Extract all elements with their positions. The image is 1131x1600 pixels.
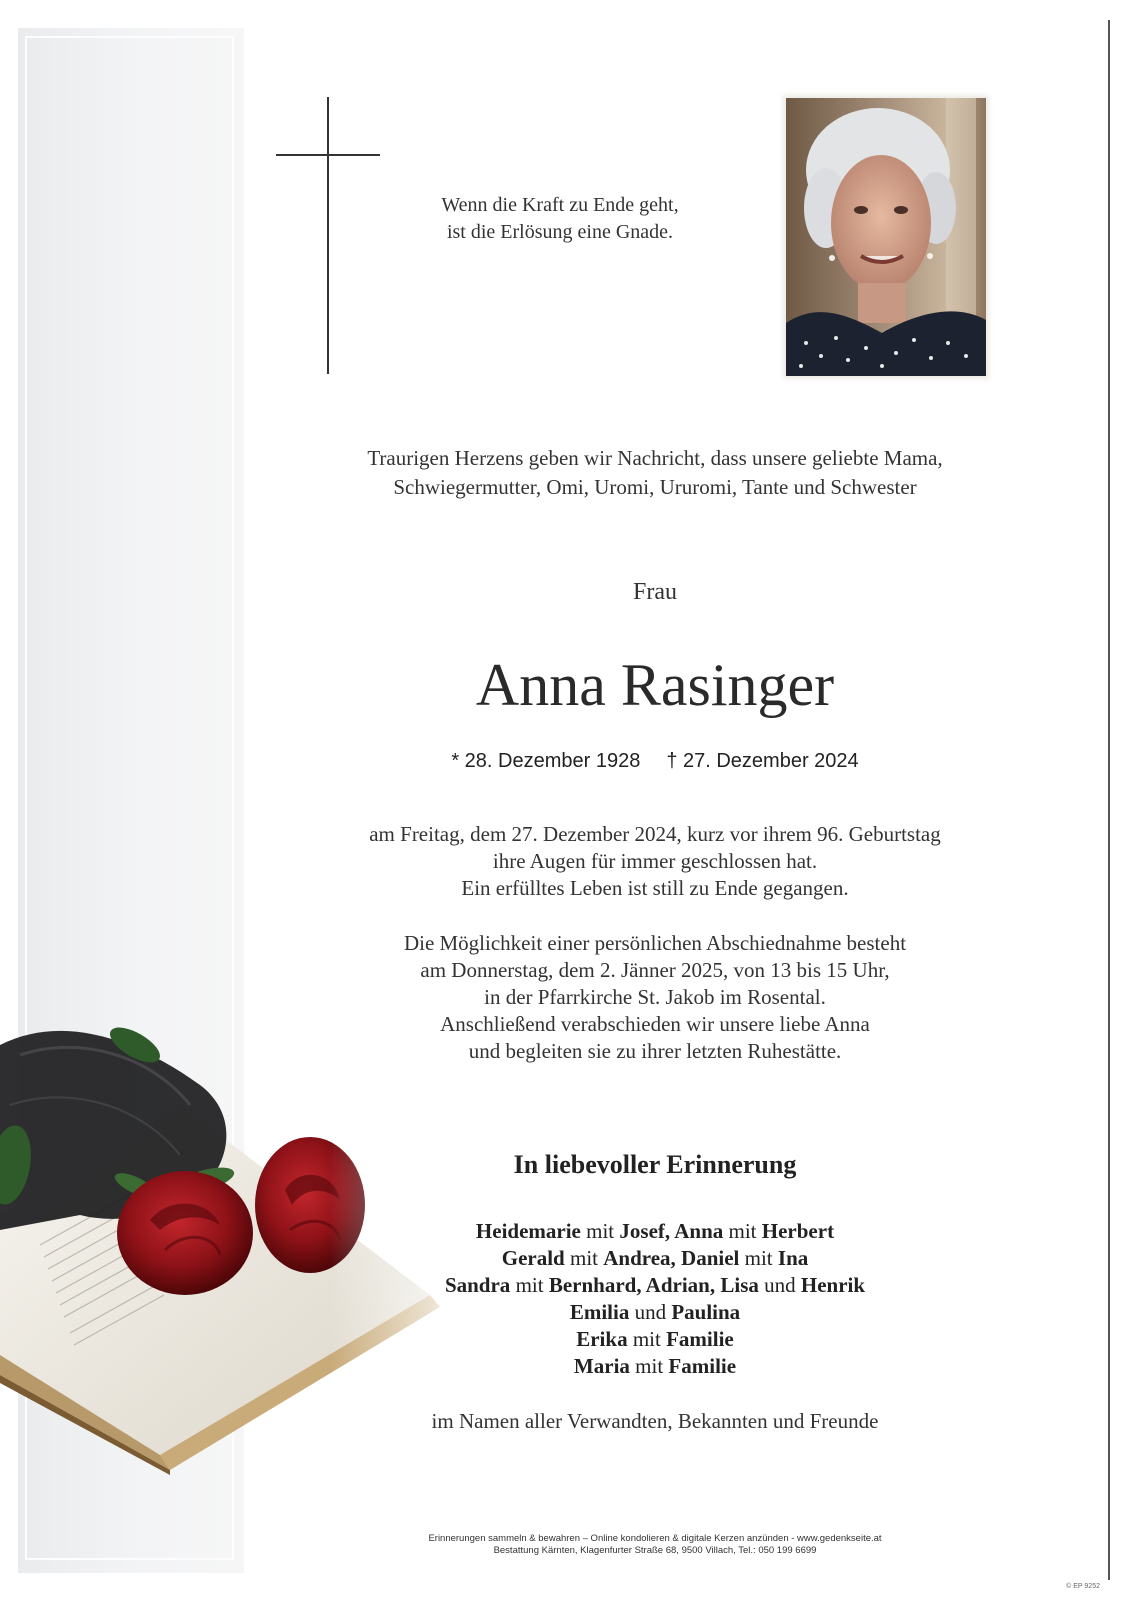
mourner-joiner: mit xyxy=(629,1354,669,1378)
mourner-name: Erika xyxy=(576,1327,628,1351)
life-dates xyxy=(400,750,910,773)
birth-date: * 28. Dezember 1928 xyxy=(451,750,641,772)
mourner-name: Gerald xyxy=(501,1246,565,1270)
mourner-name: Sandra xyxy=(444,1273,511,1297)
mourner-joiner: mit xyxy=(564,1246,604,1270)
death-notice-paragraph xyxy=(290,821,1020,902)
memorial-heading: In liebevoller Erinnerung xyxy=(513,1150,797,1179)
mourner-joiner: mit xyxy=(580,1219,620,1243)
portrait-photo xyxy=(786,98,986,376)
mourner-name: Herbert xyxy=(761,1219,835,1243)
paragraph2-line: Anschließend verabschieden wir unsere liebe Anna xyxy=(440,1012,870,1036)
mourner-line xyxy=(340,1245,970,1272)
mourner-name: Andrea, Daniel xyxy=(603,1246,740,1270)
footer-line-1: Erinnerungen sammeln & bewahren – Online kondolieren & digitale Kerzen anzünden - www.gedenkseite.at xyxy=(428,1533,882,1544)
cross-vertical-bar xyxy=(327,97,329,374)
deceased-name: Anna Rasinger xyxy=(475,652,835,718)
mourner-joiner: mit xyxy=(739,1246,778,1270)
paragraph1-line: Ein erfülltes Leben ist still zu Ende gegangen. xyxy=(461,876,849,900)
cross-horizontal-bar xyxy=(276,154,380,156)
footer-line-2: Bestattung Kärnten, Klagenfurter Straße 68, 9500 Villach, Tel.: 050 199 6699 xyxy=(493,1545,817,1556)
paragraph2-line: Die Möglichkeit einer persönlichen Abschiednahme besteht xyxy=(403,931,907,955)
mourner-name: Bernhard, Adrian, Lisa xyxy=(548,1273,759,1297)
intro-line-2: Schwiegermutter, Omi, Uromi, Ururomi, Tante und Schwester xyxy=(393,475,917,499)
scan-edge-line xyxy=(1108,20,1110,1580)
mourner-joiner: und xyxy=(758,1273,801,1297)
mourner-name: Heidemarie xyxy=(475,1219,581,1243)
paragraph2-line: am Donnerstag, dem 2. Jänner 2025, von 13 bis 15 Uhr, xyxy=(420,958,890,982)
mourner-line xyxy=(340,1353,970,1380)
mourners-list xyxy=(340,1218,970,1380)
print-code: © EP 9252 xyxy=(1066,1583,1100,1590)
mourner-line xyxy=(340,1299,970,1326)
paragraph2-line: in der Pfarrkirche St. Jakob im Rosental. xyxy=(484,985,826,1009)
mourner-name: Henrik xyxy=(800,1273,866,1297)
mourner-name: Ina xyxy=(777,1246,809,1270)
intro-line-1: Traurigen Herzens geben wir Nachricht, dass unsere geliebte Mama, xyxy=(367,446,943,470)
farewell-details-paragraph xyxy=(290,930,1020,1065)
quote-line-2: ist die Erlösung eine Gnade. xyxy=(446,221,674,243)
paragraph2-line: und begleiten sie zu ihrer letzten Ruhestätte. xyxy=(468,1039,842,1063)
announcement-intro xyxy=(290,444,1020,502)
mourner-name: Familie xyxy=(668,1354,737,1378)
paragraph1-line: ihre Augen für immer geschlossen hat. xyxy=(492,849,818,873)
mourner-joiner: mit xyxy=(723,1219,762,1243)
memorial-quote xyxy=(380,192,740,246)
mourner-joiner: mit xyxy=(510,1273,549,1297)
mourner-line xyxy=(340,1272,970,1299)
salutation: Frau xyxy=(633,579,677,605)
mourner-name: Paulina xyxy=(671,1300,741,1324)
mourner-name: Maria xyxy=(573,1354,630,1378)
mourner-joiner: mit xyxy=(627,1327,667,1351)
mourner-name: Familie xyxy=(666,1327,734,1351)
closing-line: im Namen aller Verwandten, Bekannten und Freunde xyxy=(431,1409,879,1433)
mourner-joiner: und xyxy=(629,1300,672,1324)
mourner-line xyxy=(340,1218,970,1245)
mourner-name: Josef, Anna xyxy=(619,1219,724,1243)
mourner-name: Emilia xyxy=(569,1300,630,1324)
death-date: † 27. Dezember 2024 xyxy=(666,750,859,772)
paragraph1-line: am Freitag, dem 27. Dezember 2024, kurz vor ihrem 96. Geburtstag xyxy=(369,822,941,846)
mourner-line xyxy=(340,1326,970,1353)
footer xyxy=(330,1533,980,1557)
quote-line-1: Wenn die Kraft zu Ende geht, xyxy=(441,194,679,216)
